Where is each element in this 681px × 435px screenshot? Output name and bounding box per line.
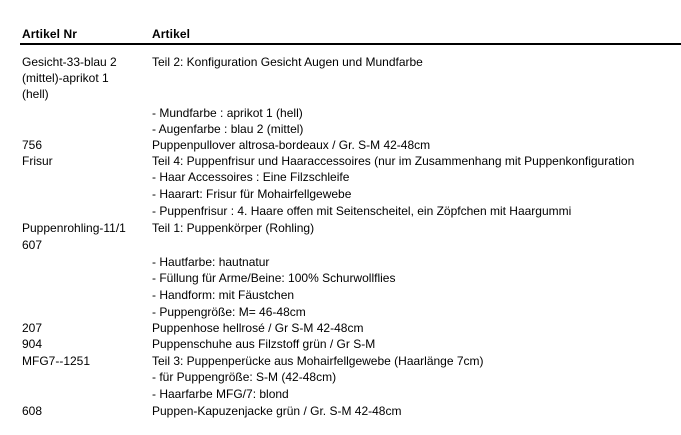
- row-nr-line: 207: [22, 321, 43, 335]
- row-artikel-line: - Haarfarbe MFG/7: blond: [152, 387, 289, 401]
- row-artikel-line: - Haar Accessoires : Eine Filzschleife: [152, 170, 350, 184]
- row-artikel-line: Puppen-Kapuzenjacke grün / Gr. S-M 42-48cm: [152, 404, 402, 418]
- row-nr-line: Gesicht-33-blau 2: [22, 55, 117, 69]
- row-artikel-line: - Augenfarbe : blau 2 (mittel): [152, 122, 304, 136]
- row-nr-line: (hell): [22, 87, 49, 101]
- row-artikel-line: Teil 2: Konfiguration Gesicht Augen und Mundfarbe: [152, 55, 423, 69]
- row-artikel-line: - Puppengröße: M= 46-48cm: [152, 305, 306, 319]
- row-nr-line: 607: [22, 238, 43, 252]
- row-nr-line: MFG7--1251: [22, 354, 91, 368]
- row-artikel-line: Puppenpullover altrosa-bordeaux / Gr. S-M 42-48cm: [152, 138, 431, 152]
- row-nr-line: 608: [22, 404, 43, 418]
- row-nr-line: 904: [22, 337, 43, 351]
- row-artikel-line: Puppenhose hellrosé / Gr S-M 42-48cm: [152, 321, 364, 335]
- header-divider: [20, 43, 681, 45]
- column-header-artikel-nr: Artikel Nr: [22, 27, 78, 41]
- row-artikel-line: - Hautfarbe: hautnatur: [152, 255, 270, 269]
- column-header-artikel: Artikel: [152, 27, 191, 41]
- row-artikel-line: - Handform: mit Fäustchen: [152, 288, 295, 302]
- row-artikel-line: - Puppenfrisur : 4. Haare offen mit Seitenscheitel, ein Zöpfchen mit Haargummi: [152, 204, 572, 218]
- row-artikel-line: Puppenschuhe aus Filzstoff grün / Gr S-M: [152, 337, 376, 351]
- row-nr-line: Frisur: [22, 154, 53, 168]
- row-artikel-line: - für Puppengröße: S-M (42-48cm): [152, 370, 337, 384]
- row-nr-line: 756: [22, 138, 43, 152]
- row-artikel-line: - Füllung für Arme/Beine: 100% Schurwollflies: [152, 271, 396, 285]
- row-artikel-line: - Haarart: Frisur für Mohairfellgewebe: [152, 187, 352, 201]
- row-artikel-line: Teil 1: Puppenkörper (Rohling): [152, 221, 315, 235]
- row-artikel-line: Teil 4: Puppenfrisur und Haaraccessoires (nur im Zusammenhang mit Puppenkonfiguration: [152, 154, 635, 168]
- row-artikel-line: Teil 3: Puppenperücke aus Mohairfellgewebe (Haarlänge 7cm): [152, 354, 484, 368]
- row-nr-line: Puppenrohling-11/1: [22, 221, 126, 235]
- row-nr-line: (mittel)-aprikot 1: [22, 71, 109, 85]
- row-artikel-line: - Mundfarbe : aprikot 1 (hell): [152, 106, 303, 120]
